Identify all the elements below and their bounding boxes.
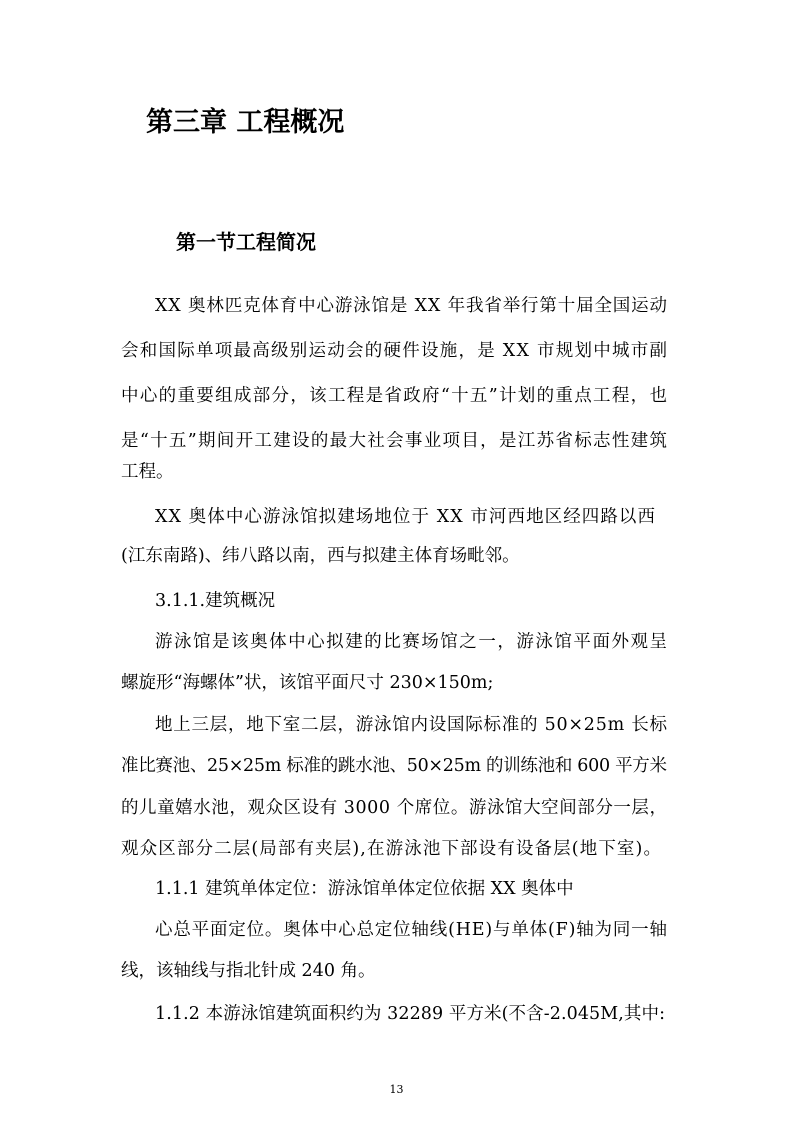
body-line: (江东南路)、纬八路以南，西与拟建主体育场毗邻。: [121, 546, 520, 566]
body-line: 螺旋形“海螺体”状，该馆平面尺寸 230×150m;: [121, 673, 494, 693]
body-line: 会和国际单项最高级别运动会的硬件设施，是 XX 市规划中城市副: [121, 341, 669, 361]
body-line: 游泳馆是该奥体中心拟建的比赛场馆之一，游泳馆平面外观呈: [155, 632, 669, 652]
body-line: XX 奥林匹克体育中心游泳馆是 XX 年我省举行第十届全国运动: [155, 296, 668, 316]
body-line: 工程。: [121, 462, 174, 482]
body-line: 地上三层，地下室二层，游泳馆内设国际标准的 50×25m 长标: [155, 715, 668, 735]
body-line: 准比赛池、25×25m 标准的跳水池、50×25m 的训练池和 600 平方米: [121, 756, 667, 776]
body-line: 1.1.1 建筑单体定位：游泳馆单体定位依据 XX 奥体中: [155, 879, 574, 899]
section-title: 第一节工程简况: [176, 230, 316, 254]
body-line: 是“十五”期间开工建设的最大社会事业项目，是江苏省标志性建筑: [121, 431, 669, 451]
body-line: 中心的重要组成部分，该工程是省政府“十五”计划的重点工程，也: [121, 386, 669, 406]
body-line: XX 奥体中心游泳馆拟建场地位于 XX 市河西地区经四路以西: [155, 507, 657, 527]
body-line: 线，该轴线与指北针成 240 角。: [121, 961, 376, 981]
body-line: 的儿童嬉水池，观众区设有 3000 个席位。游泳馆大空间部分一层，: [121, 798, 668, 818]
chapter-title: 第三章 工程概况: [146, 107, 345, 138]
body-line: 观众区部分二层(局部有夹层),在游泳池下部设有设备层(地下室)。: [121, 839, 663, 859]
page-number: 13: [389, 1083, 404, 1096]
body-line: 1.1.2 本游泳馆建筑面积约为 32289 平方米(不含-2.045M,其中:: [155, 1004, 666, 1024]
subsection-heading: 3.1.1.建筑概况: [155, 591, 276, 611]
body-line: 心总平面定位。奥体中心总定位轴线(HE)与单体(F)轴为同一轴: [155, 920, 668, 940]
